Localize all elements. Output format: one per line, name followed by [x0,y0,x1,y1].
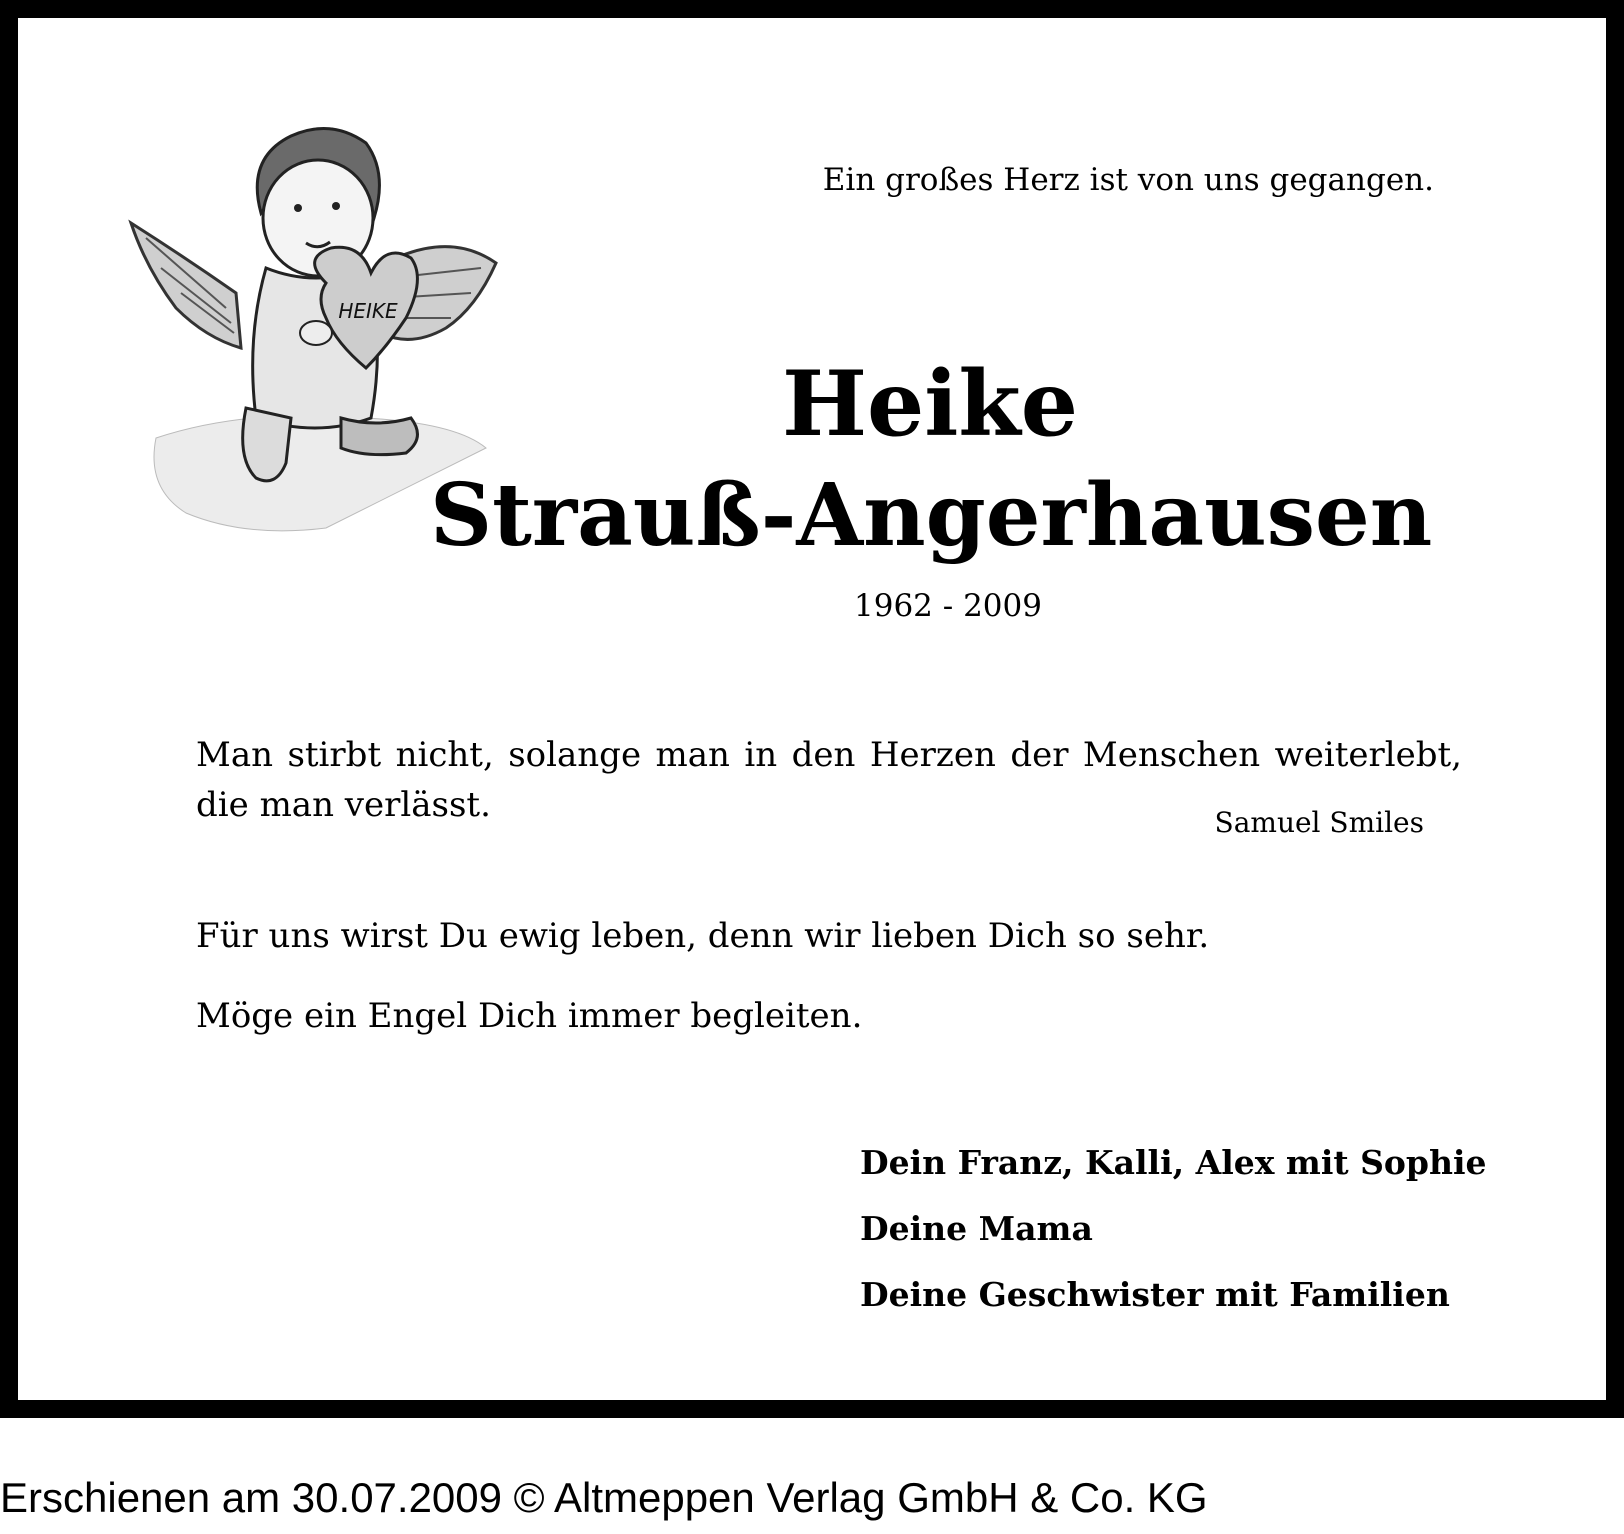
first-name: Heike [781,351,1079,457]
angel-heart-text: HEIKE [338,299,398,323]
memorial-line-1: Für uns wirst Du ewig leben, denn wir lieben Dich so sehr. [196,916,1210,956]
quote-author: Samuel Smiles [1214,806,1424,839]
signer-line: Deine Geschwister mit Familien [860,1275,1450,1314]
deceased-name [430,348,1433,572]
memorial-line-2: Möge ein Engel Dich immer begleiten. [196,996,863,1036]
last-name: Strauß-Angerhausen [430,465,1433,566]
signers-list [860,1130,1487,1328]
intro-text: Ein großes Herz ist von uns gegangen. [822,162,1434,198]
signer-line: Deine Mama [860,1209,1093,1248]
life-dates: 1962 - 2009 [854,588,1042,624]
signer-line: Dein Franz, Kalli, Alex mit Sophie [860,1143,1487,1182]
publication-footer: Erschienen am 30.07.2009 © Altmeppen Verlag GmbH & Co. KG [0,1474,1208,1521]
quote-text: Man stirbt nicht, solange man in den Herzen der Menschen weiterlebt, die man verlässt. [196,735,1462,825]
